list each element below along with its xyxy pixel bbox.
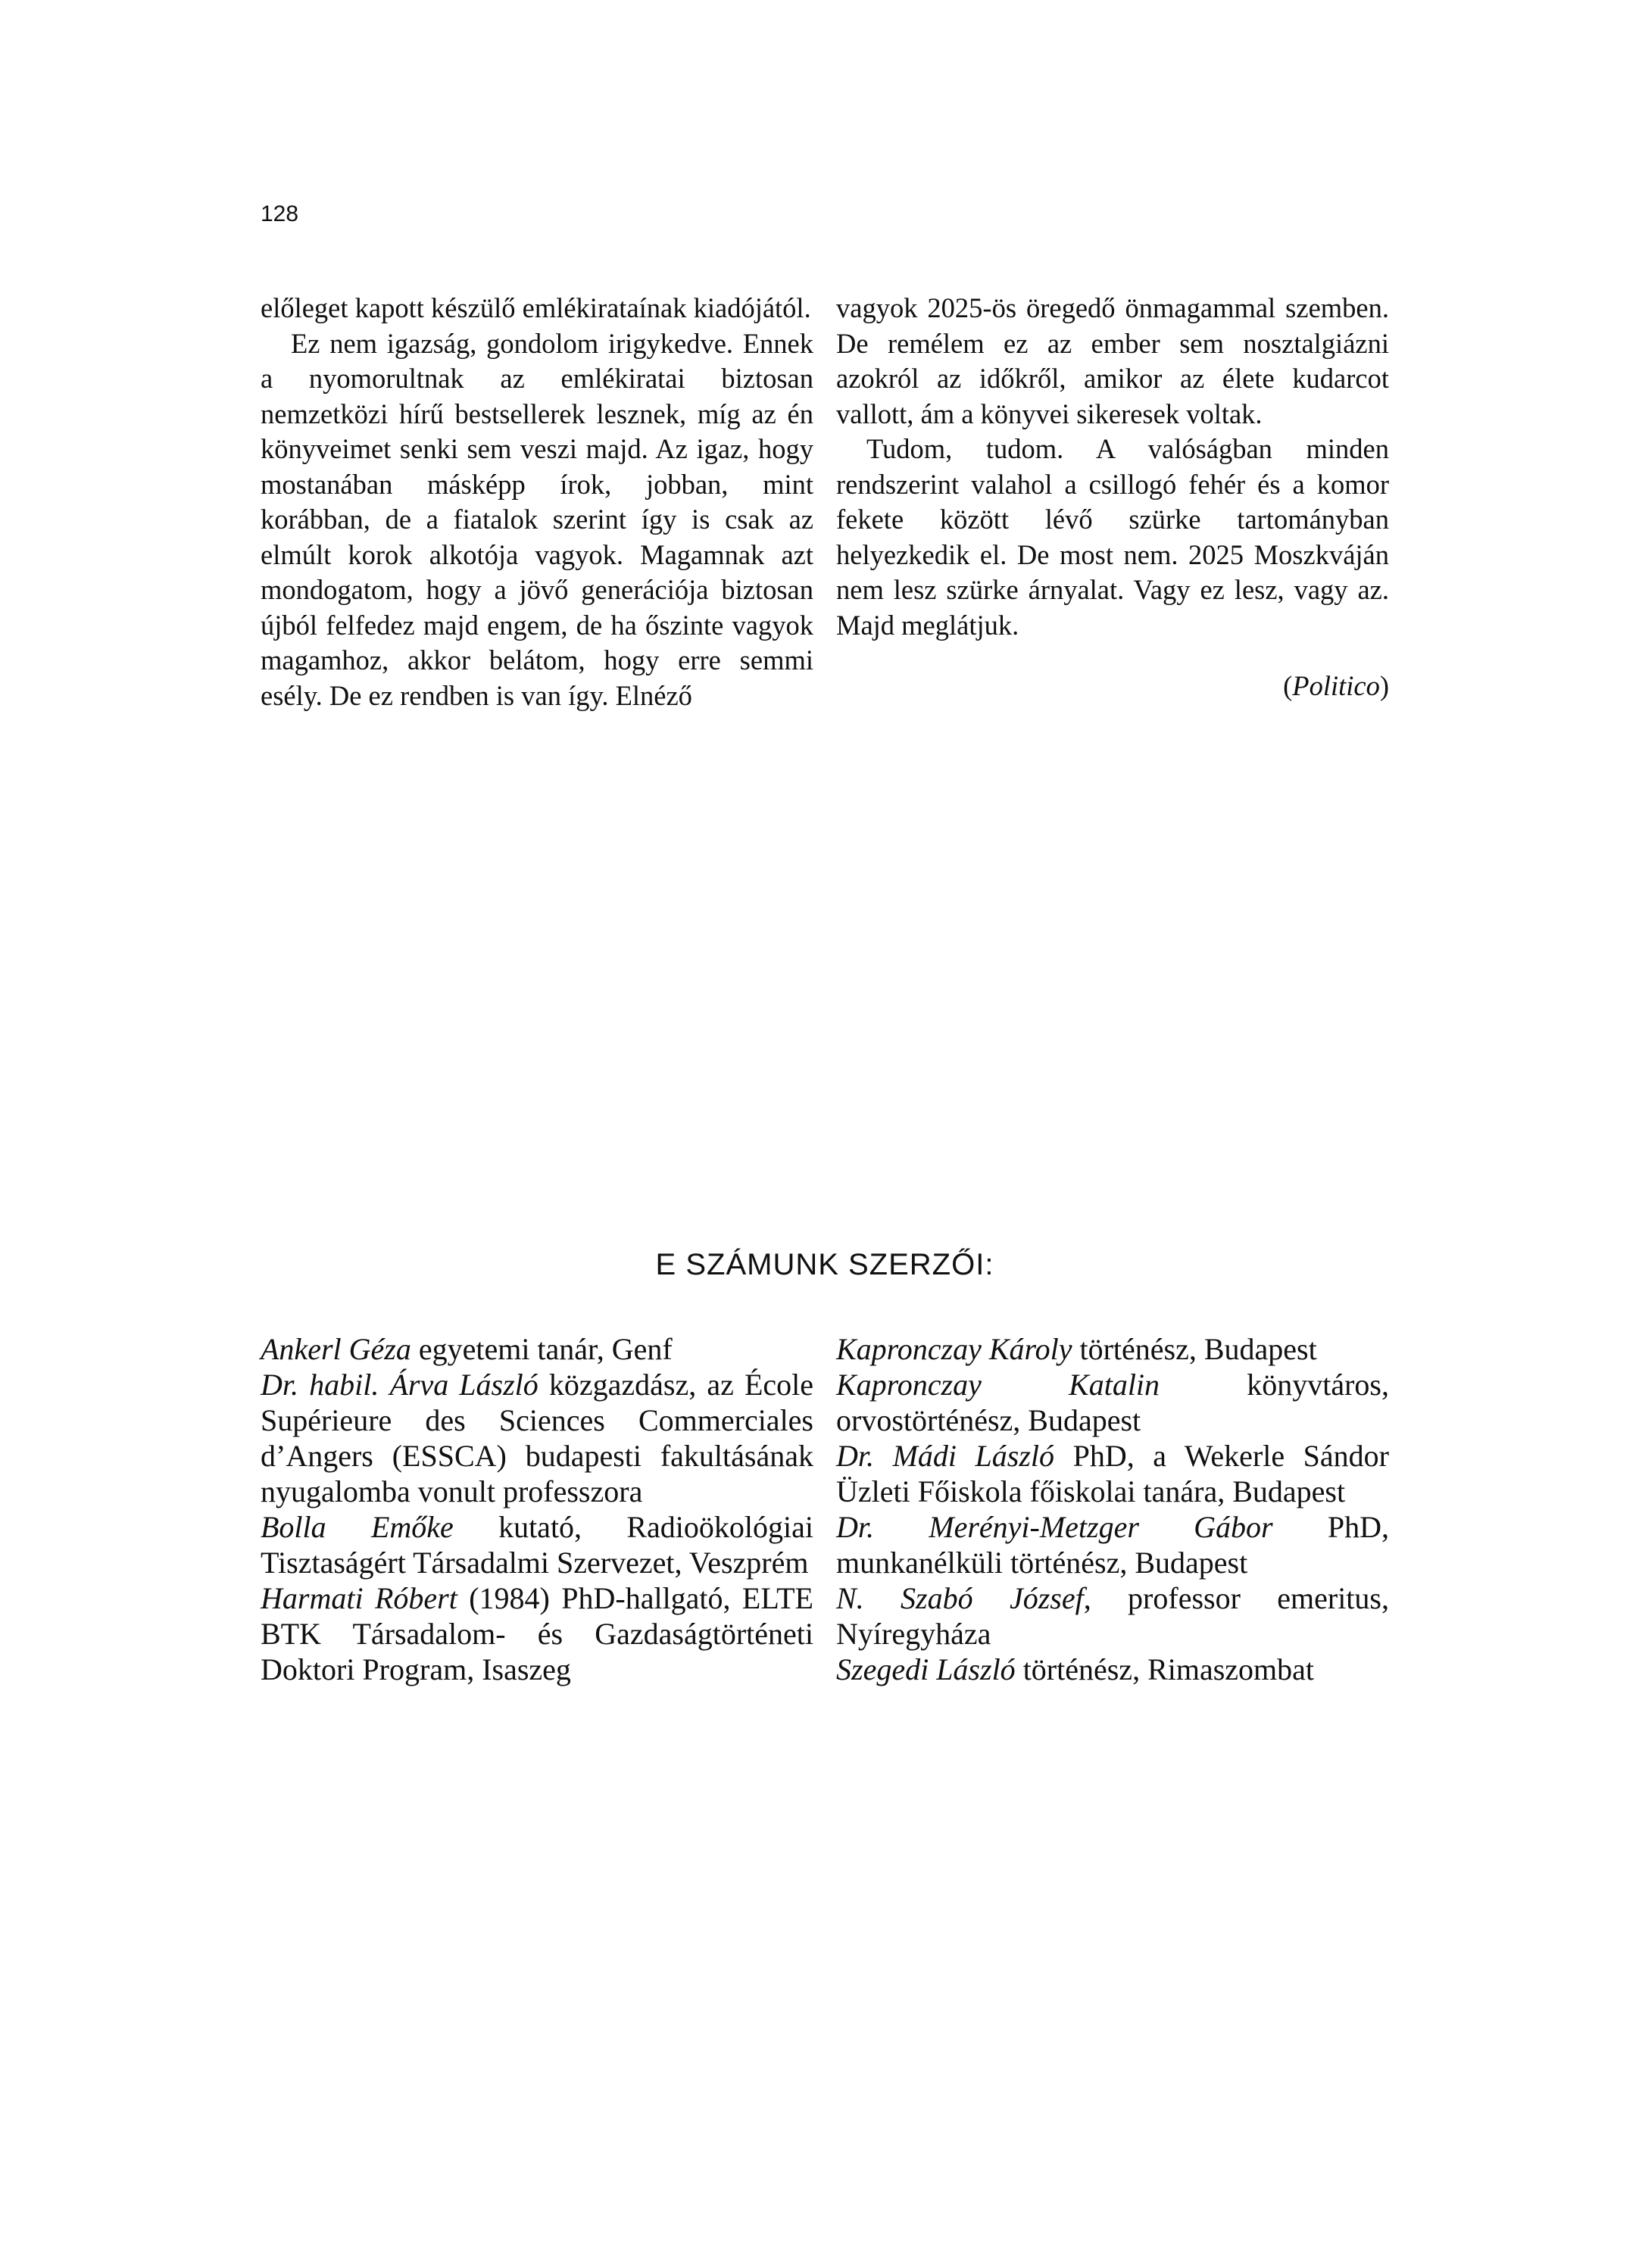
author-name: Dr. Mádi László [836,1439,1055,1473]
author-name: Kapronczay Károly [836,1332,1072,1366]
author-name: Bolla Emőke [261,1510,454,1544]
author-entry [836,1580,1389,1652]
author-entry [836,1438,1389,1509]
author-description: történész, Rimaszombat [1015,1652,1315,1686]
source-close-paren: ) [1379,670,1389,701]
author-entry [261,1580,813,1687]
author-description: könyvtáros, orvostörténész, Budapest [836,1368,1389,1437]
article-paragraph: vagyok 2025-ös öregedő önmagammal szemben. De remélem ez az ember sem nosztalgiázni azokról az időkről, amikor az élete kudarcot vallott, ám a könyvei sikeresek voltak. [836,292,1389,429]
author-entry [836,1652,1389,1687]
article-source [836,669,1389,702]
author-description: PhD, munkanélküli történész, Budapest [836,1510,1389,1580]
author-entry [836,1331,1389,1367]
article-paragraph: Ez nem igazság, gondolom irigykedve. Ennek a nyomorultnak az emlékiratai biztosan nemzetközi hírű bestsellerek lesznek, míg az én könyveimet senki sem veszi majd. Az igaz, hogy mostanában másképp írok, jobban, mint korábban, de a fiatalok szerint így is csak az elmúlt korok alkotója vagyok. Magamnak azt mondogatom, hogy a jövő generációja biztosan újból felfedez majd engem, de ha őszinte vagyok magamhoz, akkor belátom, hogy erre semmi esély. De ez rendben is van így. Elnéző [261,327,813,711]
source-open-paren: ( [1283,670,1293,701]
author-description: történész, Budapest [1072,1332,1317,1366]
article-paragraph: Tudom, tudom. A valóságban minden rendszerint valahol a csillogó fehér és a komor fekete között lévő szürke tartományban helyezkedik el. De most nem. 2025 Moszkváján nem lesz szürke árnyalat. Vagy ez lesz, vagy az. Majd meglátjuk. [836,433,1389,641]
author-entry [836,1367,1389,1438]
author-name: Dr. habil. Árva László [261,1368,538,1402]
author-name: Harmati Róbert [261,1581,457,1615]
author-description: (1984) PhD-hallgató, ELTE BTK Társadalom- és Gazdaságtörténeti Doktori Program, Isaszeg [261,1581,813,1686]
article-paragraph: előleget kapott készülő emlékirataínak kiadójától. [261,292,811,323]
author-name: Ankerl Géza [261,1332,411,1366]
authors-section-title: E SZÁMUNK SZERZŐI: [655,1248,994,1281]
author-description: kutató, Radioökológiai Tisztaságért Társadalmi Szervezet, Veszprém [261,1510,813,1580]
author-entry [261,1331,813,1367]
author-name: N. Szabó József [836,1581,1084,1615]
author-description: közgazdász, az École Supérieure des Sciences Commerciales d’Angers (ESSCA) budapesti fakultásának nyugalomba vonult professzora [261,1368,813,1508]
article-column-left [261,291,813,713]
article-column-right [836,291,1389,643]
author-description: egyetemi tanár, Genf [410,1332,673,1366]
author-entry [261,1367,813,1509]
author-name: Dr. Merényi-Metzger Gábor [836,1510,1273,1544]
author-entry [261,1509,813,1580]
author-name: Szegedi László [836,1652,1016,1686]
page-number: 128 [261,201,299,226]
author-entry [836,1509,1389,1580]
authors-column-left [261,1331,813,1687]
author-description: , professor emeritus, Nyíregyháza [836,1581,1389,1651]
author-description: PhD, a Wekerle Sándor Üzleti Főiskola főiskolai tanára, Budapest [836,1439,1390,1508]
author-name: Kapronczay Katalin [836,1368,1160,1402]
authors-column-right [836,1331,1389,1687]
source-name: Politico [1292,670,1380,701]
